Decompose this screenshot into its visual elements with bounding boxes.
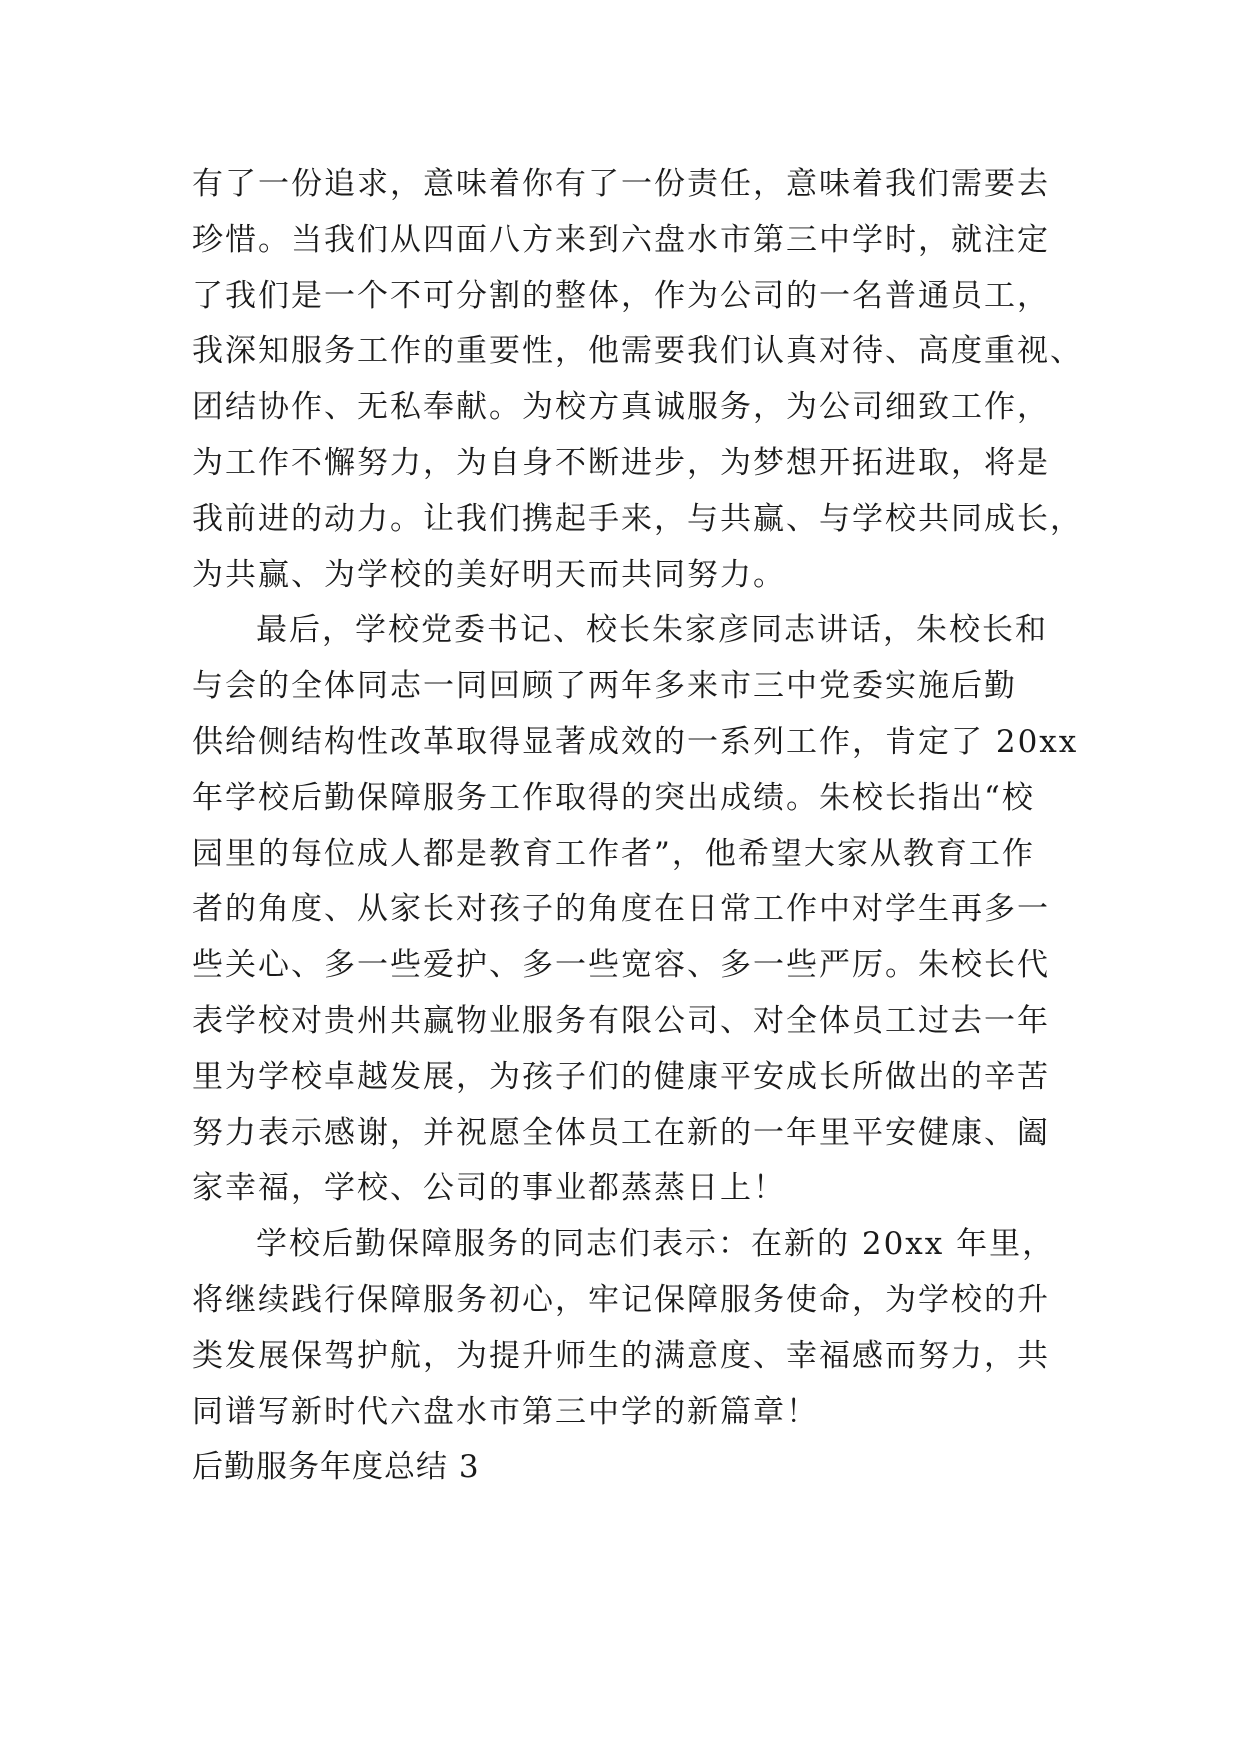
text-line: 些关心、多一些爱护、多一些宽容、多一些严厉。朱校长代 xyxy=(192,947,1050,984)
text-line: 我前进的动力。让我们携起手来，与共赢、与学校共同成长， xyxy=(192,500,1083,537)
text-line: 为工作不懈努力，为自身不断进步，为梦想开拓进取，将是 xyxy=(192,444,1050,481)
text-line: 里为学校卓越发展，为孩子们的健康平安成长所做出的辛苦 xyxy=(192,1058,1050,1095)
text-line: 团结协作、无私奉献。为校方真诚服务，为公司细致工作， xyxy=(192,389,1050,426)
text-line: 了我们是一个不可分割的整体，作为公司的一名普通员工， xyxy=(192,277,1050,314)
text-line: 供给侧结构性改革取得显著成效的一系列工作，肯定了 20xx xyxy=(192,723,1079,760)
text-line: 我深知服务工作的重要性，他需要我们认真对待、高度重视、 xyxy=(192,333,1083,370)
text-line: 与会的全体同志一同回顾了两年多来市三中党委实施后勤 xyxy=(192,668,1017,705)
paragraph-start-line: 学校后勤保障服务的同志们表示：在新的 20xx 年里， xyxy=(256,1226,1056,1263)
document-body xyxy=(192,157,1083,1496)
text-line: 将继续践行保障服务初心，牢记保障服务使命，为学校的升 xyxy=(192,1281,1050,1318)
text-line: 园里的每位成人都是教育工作者”，他希望大家从教育工作 xyxy=(192,835,1035,872)
text-line: 家幸福，学校、公司的事业都蒸蒸日上！ xyxy=(192,1170,786,1207)
text-line: 表学校对贵州共赢物业服务有限公司、对全体员工过去一年 xyxy=(192,1002,1050,1039)
text-line: 为共赢、为学校的美好明天而共同努力。 xyxy=(192,556,786,593)
paragraph-start-line: 最后，学校党委书记、校长朱家彦同志讲话，朱校长和 xyxy=(256,612,1048,649)
text-line: 类发展保驾护航，为提升师生的满意度、幸福感而努力，共 xyxy=(192,1337,1050,1374)
text-line: 有了一份追求，意味着你有了一份责任，意味着我们需要去 xyxy=(192,166,1050,202)
text-line: 珍惜。当我们从四面八方来到六盘水市第三中学时，就注定 xyxy=(192,221,1050,258)
text-line: 努力表示感谢，并祝愿全体员工在新的一年里平安健康、阖 xyxy=(192,1114,1050,1151)
section-heading: 后勤服务年度总结 3 xyxy=(192,1449,480,1486)
text-line: 年学校后勤保障服务工作取得的突出成绩。朱校长指出“校 xyxy=(192,779,1035,816)
text-line: 者的角度、从家长对孩子的角度在日常工作中对学生再多一 xyxy=(192,891,1050,928)
text-line: 同谱写新时代六盘水市第三中学的新篇章！ xyxy=(192,1393,819,1430)
